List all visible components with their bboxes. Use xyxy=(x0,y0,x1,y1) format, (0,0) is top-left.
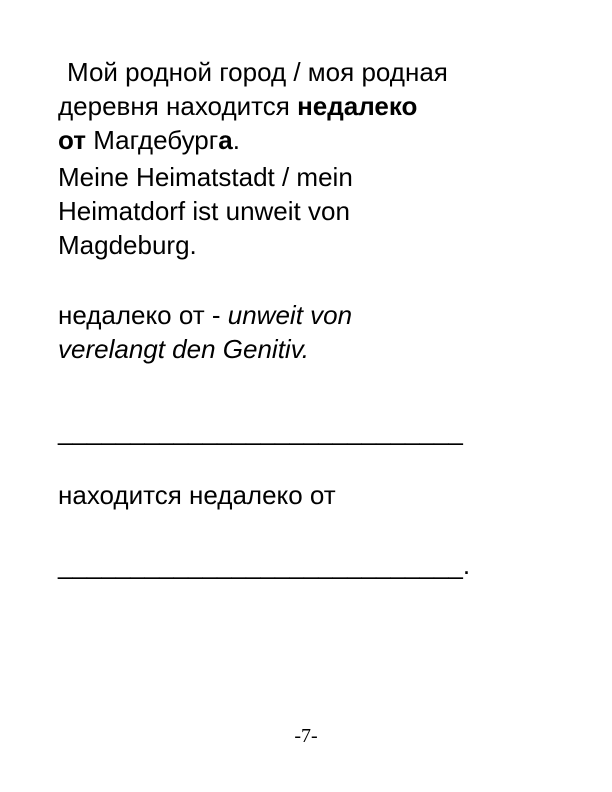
ru-highlight-nedaleko: недалеко xyxy=(297,91,418,121)
ru-line-1: Мой родной город / моя родная xyxy=(67,57,448,87)
grammar-explanation-part-2: verelangt den Genitiv. xyxy=(58,334,309,364)
ru-highlight-ot: от xyxy=(58,125,86,155)
answer-blank-line-1: ____________________________ xyxy=(58,416,463,446)
ru-line-3 xyxy=(58,123,568,157)
grammar-explanation-part-1: unweit von xyxy=(227,300,353,330)
ru-genitive-ending: а xyxy=(218,125,233,155)
de-line-2: Heimatdorf ist unweit von xyxy=(58,196,350,226)
ru-city-stem: Магдебург xyxy=(85,125,219,155)
grammar-note xyxy=(58,298,568,366)
exercise-prompt: находится недалеко от xyxy=(58,480,336,510)
answer-blank-line-2: ____________________________. xyxy=(58,550,471,580)
ru-line-2 xyxy=(58,89,568,123)
de-line-1: Meine Heimatstadt / mein xyxy=(58,162,353,192)
ru-line-2-text: деревня находится xyxy=(58,91,298,121)
page-number: -7- xyxy=(294,725,318,747)
ru-sentence-period: . xyxy=(232,125,240,155)
german-translation xyxy=(58,160,568,262)
de-line-3: Magdeburg. xyxy=(58,230,197,260)
grammar-term: недалеко от xyxy=(58,300,205,330)
grammar-note-line-1 xyxy=(58,298,568,332)
russian-example-sentence xyxy=(58,55,568,157)
grammar-separator: - xyxy=(204,300,228,330)
